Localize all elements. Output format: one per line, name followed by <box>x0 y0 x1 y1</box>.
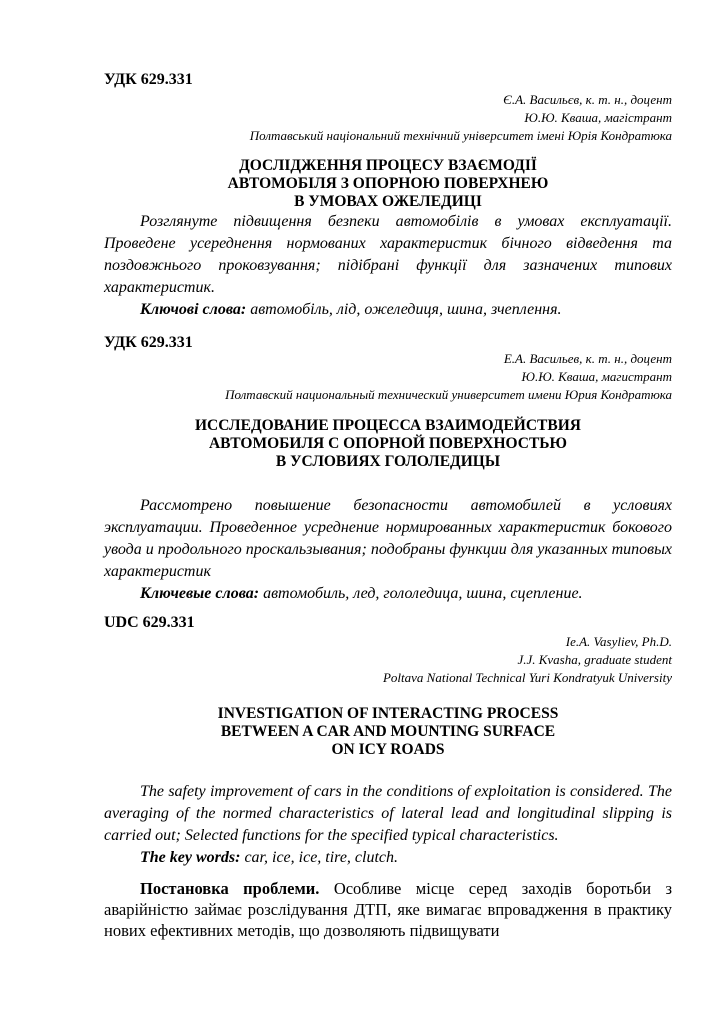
abstract-text: Розглянуте підвищення безпеки автомобілів в умовах експлуатації. Проведене усереднення нормованих характеристик бічного відведення та поздовжнього проковзування; підібрані функції для зазначених типових характеристик. <box>104 213 672 296</box>
udc-code-ru: УДК 629.331 <box>104 334 193 351</box>
keywords-value: автомобиль, лед, гололедица, шина, сцепление. <box>259 585 583 602</box>
author-line: Ю.Ю. Кваша, магистрант <box>521 369 672 384</box>
udc-code-ua: УДК 629.331 <box>104 71 193 88</box>
paragraph-text: Особливе місце серед заходів боротьби з аварійністю займає розслідування ДТП, яке вимагає впровадження в практику нових ефективних методів, що дозволяють підвищувати <box>104 879 673 940</box>
affiliation-line: Полтавский национальный технический университет имени Юрия Кондратюка <box>225 387 672 402</box>
keywords-line <box>104 299 672 321</box>
authors-en <box>104 633 672 687</box>
author-line: J.J. Kvasha, graduate student <box>517 652 672 667</box>
keywords-value: автомобіль, лід, ожеледиця, шина, зчеплення. <box>246 301 562 318</box>
paper-title-ru <box>104 417 672 471</box>
author-line: Є.А. Васильєв, к. т. н., доцент <box>503 92 672 107</box>
abstract-text: The safety improvement of cars in the conditions of exploitation is considered. The averaging of the normed characteristics of lateral lead and longitudinal slipping is carried out; Selected functions for the specified typical characteristics. <box>104 783 672 844</box>
title-line: ON ICY ROADS <box>331 741 445 758</box>
abstract-ua <box>104 211 672 321</box>
authors-ru <box>104 350 672 404</box>
paper-title-ua <box>104 157 672 211</box>
udc-code-en: UDC 629.331 <box>104 614 195 631</box>
title-line: BETWEEN A CAR AND MOUNTING SURFACE <box>220 723 556 740</box>
affiliation-line: Полтавський національний технічний університет імені Юрія Кондратюка <box>249 128 672 143</box>
keywords-label: Ключевые слова: <box>140 585 260 602</box>
keywords-value: car, ice, ice, tire, clutch. <box>240 849 399 866</box>
title-line: ИССЛЕДОВАНИЕ ПРОЦЕССА ВЗАИМОДЕЙСТВИЯ <box>195 417 581 434</box>
title-line: АВТОМОБИЛЯ С ОПОРНОЙ ПОВЕРХНОСТЬЮ <box>208 435 568 452</box>
title-line: ДОСЛІДЖЕННЯ ПРОЦЕСУ ВЗАЄМОДІЇ <box>239 157 537 174</box>
authors-ua <box>104 91 672 145</box>
keywords-label: The key words: <box>140 849 241 866</box>
author-line: Е.А. Васильев, к. т. н., доцент <box>503 351 672 366</box>
abstract-text: Рассмотрено повышение безопасности автомобилей в условиях эксплуатации. Проведенное усреднение нормированных характеристик бокового увода и продольного проскальзывания; подобраны функции для указанных типовых характеристик <box>104 497 672 580</box>
affiliation-line: Poltava National Technical Yuri Kondratyuk University <box>382 670 672 685</box>
abstract-ru <box>104 495 672 605</box>
title-line: В УСЛОВИЯХ ГОЛОЛЕДИЦЫ <box>275 453 501 470</box>
body-paragraph <box>104 878 672 941</box>
abstract-en <box>104 781 672 869</box>
title-line: INVESTIGATION OF INTERACTING PROCESS <box>217 705 559 722</box>
author-line: Ie.A. Vasyliev, Ph.D. <box>565 634 672 649</box>
keywords-label: Ключові слова: <box>140 301 247 318</box>
keywords-line <box>104 583 672 605</box>
title-line: В УМОВАХ ОЖЕЛЕДИЦІ <box>294 193 482 210</box>
title-line: АВТОМОБІЛЯ З ОПОРНОЮ ПОВЕРХНЕЮ <box>227 175 549 192</box>
keywords-line <box>104 847 672 869</box>
section-heading: Постановка проблеми. <box>140 879 320 898</box>
author-line: Ю.Ю. Кваша, магістрант <box>524 110 672 125</box>
paper-title-en <box>104 705 672 759</box>
